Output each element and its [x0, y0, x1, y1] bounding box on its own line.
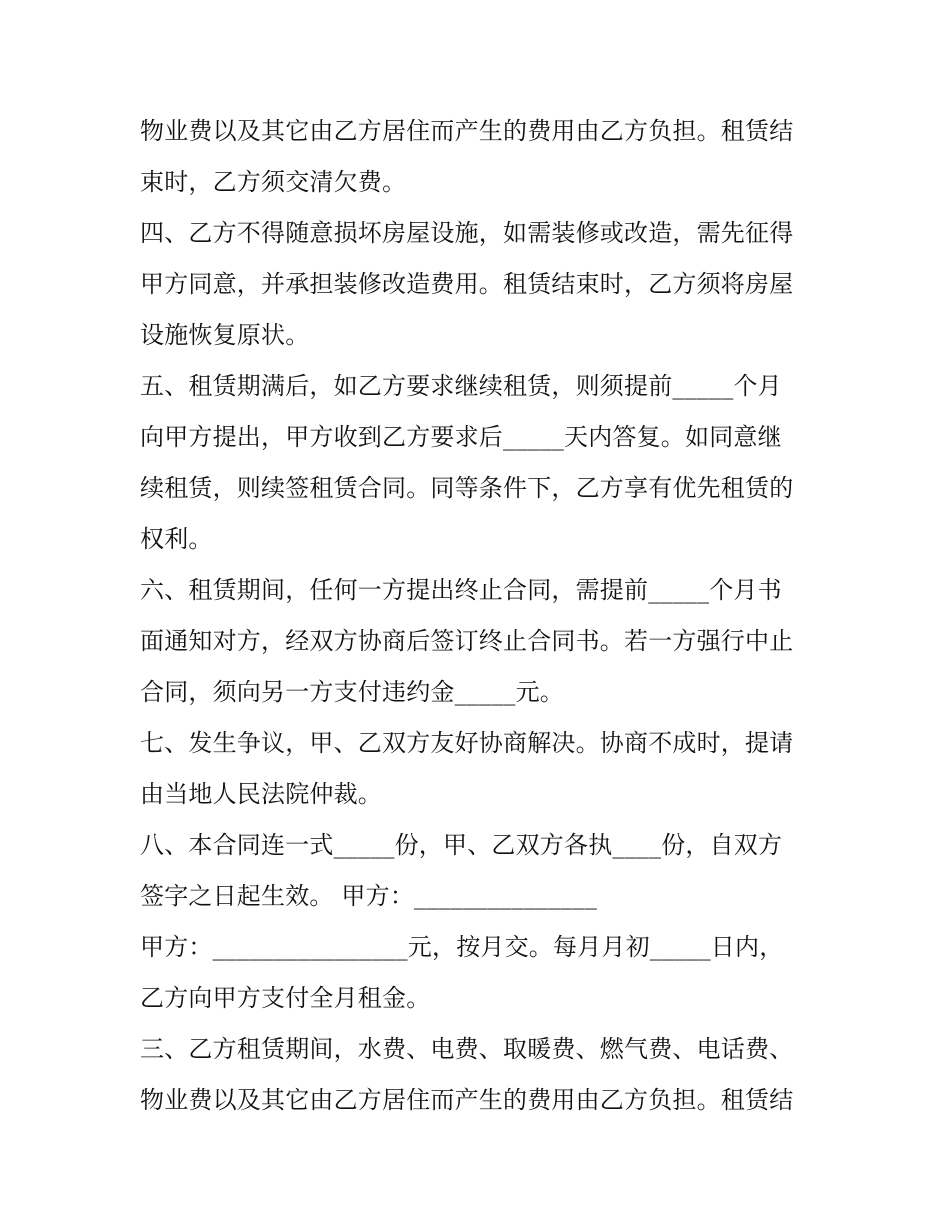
text-line: 束时，乙方须交清欠费。 — [140, 168, 407, 196]
text-line: 甲方同意，并承担装修改造费用。租赁结束时，乙方须将房屋 — [140, 270, 794, 298]
text-line: 续租赁，则续签租赁合同。同等条件下，乙方享有优先租赁的 — [140, 474, 794, 502]
text-line: 合同，须向另一方支付违约金_____元。 — [140, 678, 564, 706]
text-line: 甲方：________________元，按月交。每月月初_____日内， — [140, 933, 784, 961]
text-line: 物业费以及其它由乙方居住而产生的费用由乙方负担。租赁结 — [140, 117, 794, 145]
text-line: 八、本合同连一式_____份，甲、乙双方各执____份，自双方 — [140, 831, 783, 859]
text-line: 七、发生争议，甲、乙双方友好协商解决。协商不成时，提请 — [140, 729, 794, 757]
text-line: 权利。 — [140, 525, 213, 553]
text-line: 由当地人民法院仲裁。 — [140, 780, 382, 808]
text-line: 面通知对方，经双方协商后签订终止合同书。若一方强行中止 — [140, 627, 794, 655]
document-body — [140, 106, 820, 1126]
text-line: 乙方向甲方支付全月租金。 — [140, 984, 431, 1012]
text-line: 签字之日起生效。 甲方：_______________ — [140, 882, 598, 910]
text-line: 四、乙方不得随意损坏房屋设施，如需装修或改造，需先征得 — [140, 219, 794, 247]
text-line: 向甲方提出，甲方收到乙方要求后_____天内答复。如同意继 — [140, 423, 782, 451]
text-line: 物业费以及其它由乙方居住而产生的费用由乙方负担。租赁结 — [140, 1086, 794, 1114]
text-line: 六、租赁期间，任何一方提出终止合同，需提前_____个月书 — [140, 576, 782, 604]
text-line: 三、乙方租赁期间，水费、电费、取暖费、燃气费、电话费、 — [140, 1035, 794, 1063]
text-line: 设施恢复原状。 — [140, 321, 310, 349]
text-line: 五、租赁期满后，如乙方要求继续租赁，则须提前_____个月 — [140, 372, 782, 400]
